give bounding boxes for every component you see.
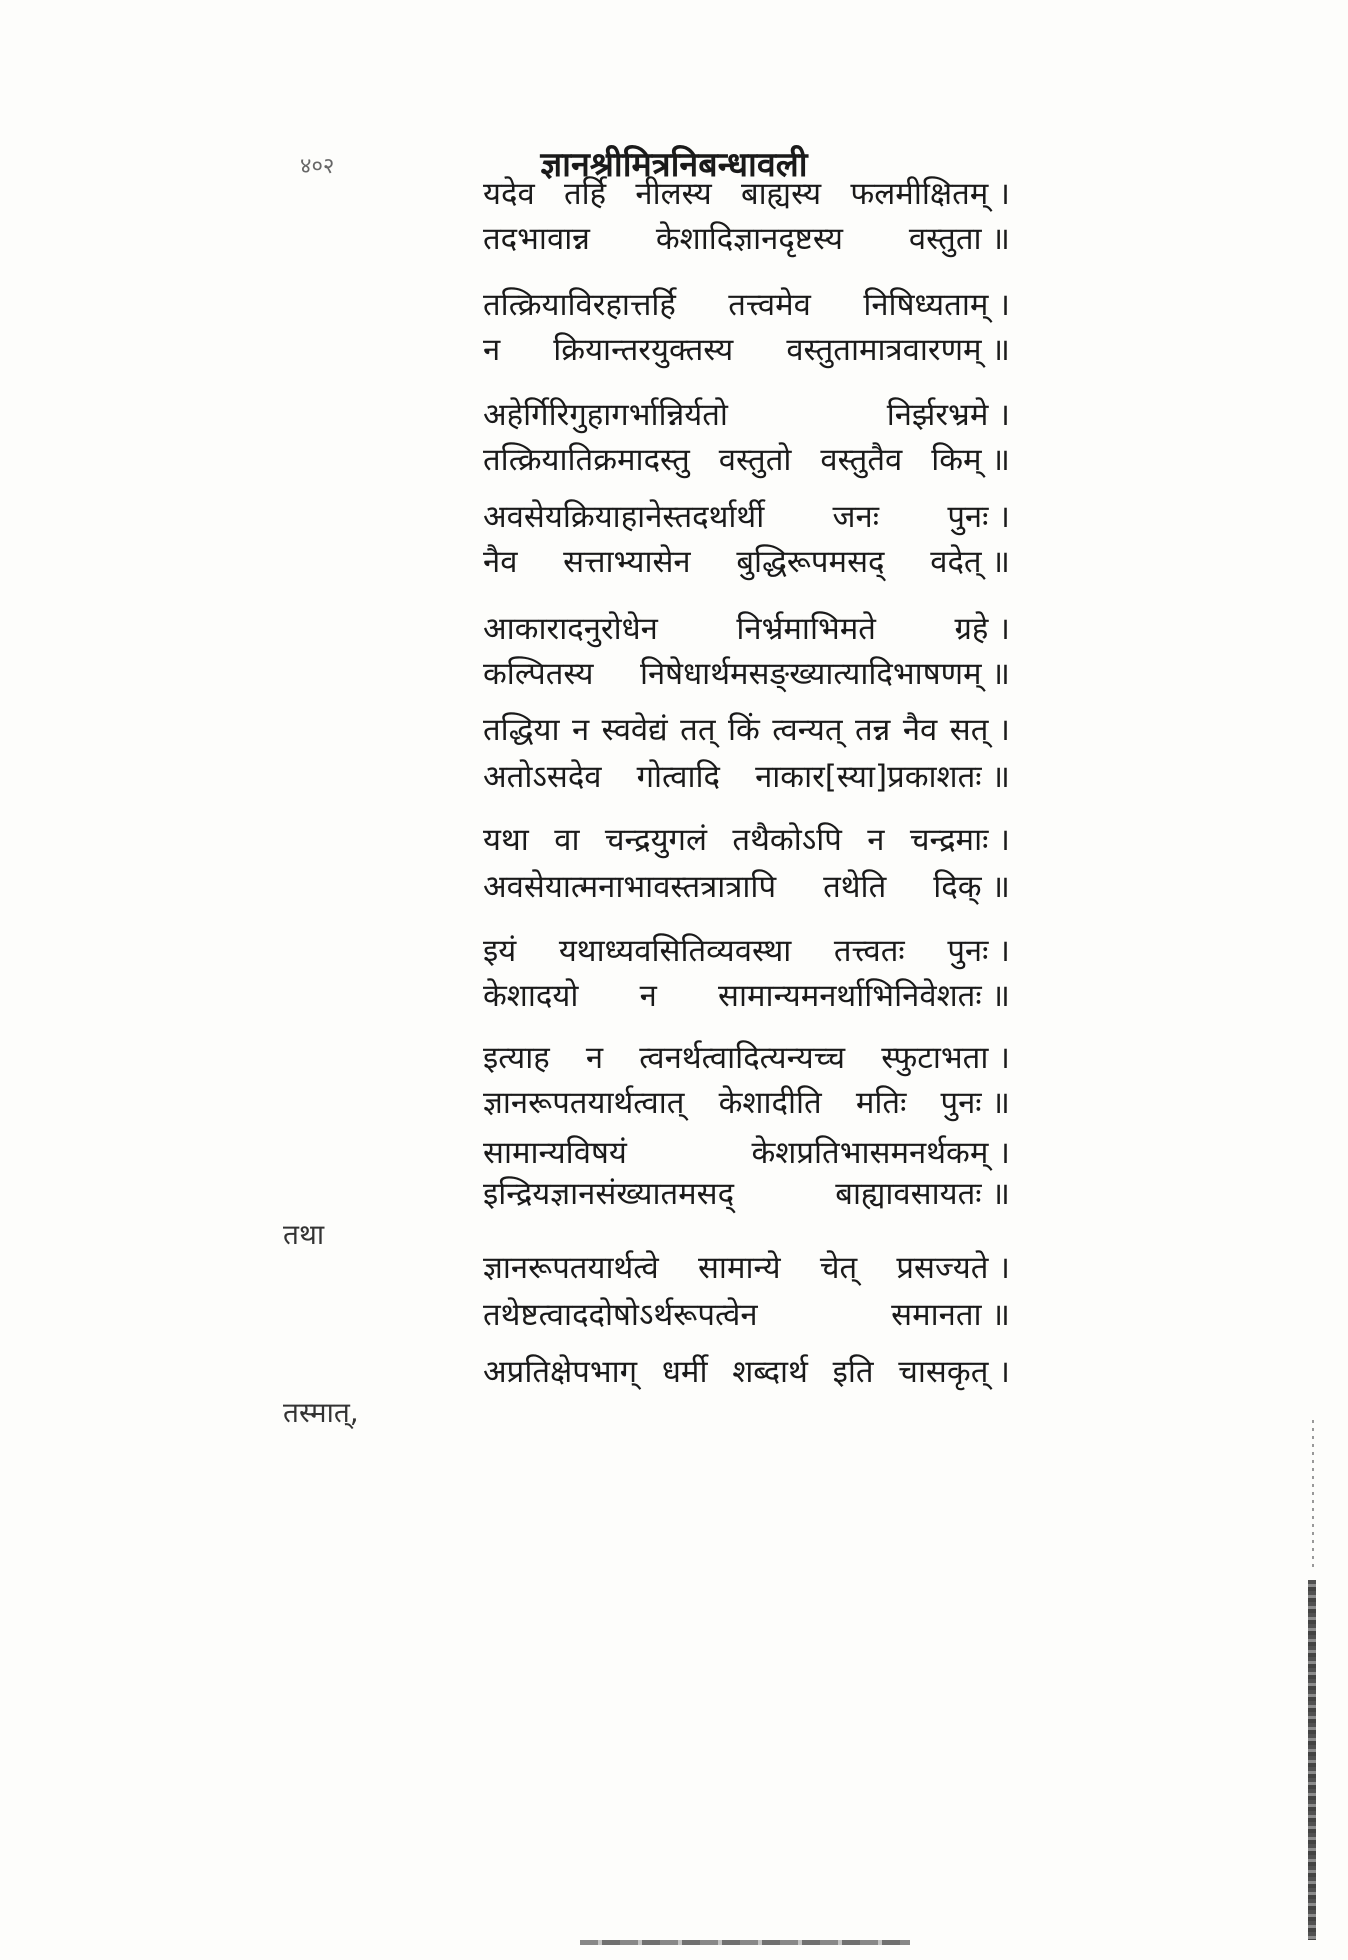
verse-line xyxy=(483,1172,1010,1214)
verse-word: सत्ताभ्यासेन xyxy=(563,544,691,580)
verse-word: ग्रहे । xyxy=(954,611,1010,647)
verse-word: न xyxy=(639,978,657,1014)
verse-word: समानता ॥ xyxy=(891,1297,1010,1333)
verse-word: न xyxy=(585,1040,604,1076)
verse-word: तद्धिया xyxy=(483,712,560,748)
side-label-tasmat: तस्मात्, xyxy=(283,1396,359,1429)
verse-word: इयं xyxy=(483,933,517,969)
verse-word: ज्ञानरूपतयार्थत्वात् xyxy=(483,1085,685,1121)
verse-word: तत् xyxy=(680,712,716,748)
verse-word: तत्त्वमेव xyxy=(728,287,811,323)
verse-line xyxy=(483,1246,1010,1288)
verse-line xyxy=(483,1293,1010,1335)
verse-line xyxy=(483,865,1010,907)
verse-line xyxy=(483,818,1010,860)
verse-word: सत् । xyxy=(949,712,1010,748)
verse-word: नैव xyxy=(483,544,518,580)
verse-line xyxy=(483,1036,1010,1078)
verse-word: प्रसज्यते । xyxy=(896,1250,1010,1286)
verse-word: निर्झरभ्रमे । xyxy=(886,397,1010,433)
verse-line xyxy=(483,929,1010,971)
verse-word: आकारादनुरोधेन xyxy=(483,611,658,647)
scan-artifact xyxy=(1312,1420,1314,1570)
verse-word: बाह्यस्य xyxy=(740,176,822,212)
verse-word: ज्ञानरूपतयार्थत्वे xyxy=(483,1250,659,1286)
running-head: ज्ञानश्रीमित्रनिबन्धावली xyxy=(540,145,808,185)
verse-word: तत्क्रियातिक्रमादस्तु xyxy=(483,442,690,478)
verse-word: तन्न xyxy=(855,712,891,748)
page-number: ४०२ xyxy=(300,154,335,179)
verse-line xyxy=(483,708,1010,750)
verse-word: पुनः । xyxy=(947,933,1010,969)
verse-word: केशादयो xyxy=(483,978,579,1014)
verse-word: जनः xyxy=(832,499,880,535)
verse-word: तत्क्रियाविरहात्तर्हि xyxy=(483,287,676,323)
verse-line xyxy=(483,172,1010,214)
side-label-tatha: तथा xyxy=(283,1218,325,1251)
verse-word: इत्याह xyxy=(483,1040,550,1076)
verse-word: मतिः xyxy=(855,1085,907,1121)
verse-line xyxy=(483,540,1010,582)
verse-line xyxy=(483,495,1010,537)
verse-word: तथेति xyxy=(823,869,887,905)
verse-word: इन्द्रियज्ञानसंख्यातमसद् xyxy=(483,1176,735,1212)
verse-word: केशप्रतिभासमनर्थकम् । xyxy=(751,1135,1010,1171)
verse-word: तर्हि xyxy=(563,176,607,212)
verse-word: नीलस्य xyxy=(635,176,712,212)
verse-word: वस्तुतामात्रवारणम् ॥ xyxy=(786,332,1010,368)
verse-word: वस्तुता ॥ xyxy=(908,221,1010,257)
scan-artifact xyxy=(580,1940,910,1945)
verse-word: यदेव xyxy=(483,176,535,212)
verse-word: स्फुटाभता । xyxy=(881,1040,1010,1076)
verse-word: यथाध्यवसितिव्यवस्था xyxy=(558,933,792,969)
verse-word: केशादिज्ञानदृष्टस्य xyxy=(655,221,843,257)
scan-artifact xyxy=(1308,1580,1316,1940)
verse-word: धर्मी xyxy=(661,1354,708,1390)
verse-word: न xyxy=(867,822,885,858)
verse-word: निषिध्यताम् । xyxy=(863,287,1010,323)
verse-word: कल्पितस्य xyxy=(483,656,594,692)
verse-word: चन्द्रयुगलं xyxy=(604,822,708,858)
verse-line xyxy=(483,328,1010,370)
verse-line xyxy=(483,438,1010,480)
verse-word: बाह्यावसायतः ॥ xyxy=(835,1176,1010,1212)
verse-word: सामान्यमनर्थाभिनिवेशतः ॥ xyxy=(718,978,1010,1014)
verse-line xyxy=(483,1350,1010,1392)
verse-line xyxy=(483,1081,1010,1123)
verse-word: पुनः ॥ xyxy=(940,1085,1010,1121)
verse-word: शब्दार्थ xyxy=(732,1354,808,1390)
verse-word: तदभावान्न xyxy=(483,221,590,257)
verse-word: त्वन्यत् xyxy=(772,712,843,748)
verse-word: अहेर्गिरिगुहागर्भान्निर्यतो xyxy=(483,397,728,433)
verse-word: निर्भ्रमाभिमते xyxy=(736,611,876,647)
verse-word: चासकृत् । xyxy=(898,1354,1010,1390)
verse-word: बुद्धिरूपमसद् xyxy=(736,544,885,580)
verse-word: तत्त्वतः xyxy=(833,933,905,969)
verse-word: इति xyxy=(832,1354,874,1390)
verse-line xyxy=(483,755,1010,797)
verse-line xyxy=(483,652,1010,694)
verse-word: अतोऽसदेव xyxy=(483,759,602,795)
verse-line xyxy=(483,607,1010,649)
verse-word: वदेत् ॥ xyxy=(930,544,1010,580)
verse-word: न xyxy=(571,712,590,748)
verse-word: सामान्यविषयं xyxy=(483,1135,627,1171)
verse-line xyxy=(483,1131,1010,1173)
verse-word: तथेष्टत्वाददोषोऽर्थरूपत्वेन xyxy=(483,1297,758,1333)
verse-word: निषेधार्थमसङ्ख्यात्यादिभाषणम् ॥ xyxy=(639,656,1010,692)
verse-word: अवसेयात्मनाभावस्तत्रात्रापि xyxy=(483,869,777,905)
verse-line xyxy=(483,974,1010,1016)
verse-word: अवसेयक्रियाहानेस्तदर्थार्थी xyxy=(483,499,765,535)
verse-word: वा xyxy=(554,822,580,858)
verse-word: फलमीक्षितम् । xyxy=(850,176,1010,212)
verse-word: यथा xyxy=(483,822,529,858)
verse-word: वस्तुतैव xyxy=(820,442,903,478)
verse-line xyxy=(483,217,1010,259)
verse-word: चेत् xyxy=(819,1250,858,1286)
verse-line xyxy=(483,283,1010,325)
verse-line xyxy=(483,393,1010,435)
verse-word: दिक् ॥ xyxy=(933,869,1010,905)
verse-word: स्ववेद्यं xyxy=(601,712,668,748)
verse-word: अप्रतिक्षेपभाग् xyxy=(483,1354,638,1390)
verse-word: वस्तुतो xyxy=(718,442,792,478)
verse-word: गोत्वादि xyxy=(636,759,721,795)
verse-word: त्वनर्थत्वादित्यन्यच्च xyxy=(639,1040,846,1076)
verse-word: क्रियान्तरयुक्तस्य xyxy=(553,332,734,368)
verse-word: केशादीति xyxy=(718,1085,822,1121)
verse-word: किम् ॥ xyxy=(931,442,1010,478)
verse-word: किं xyxy=(727,712,760,748)
verse-word: सामान्ये xyxy=(697,1250,781,1286)
verse-word: तथैकोऽपि xyxy=(732,822,842,858)
verse-word: चन्द्रमाः । xyxy=(909,822,1010,858)
verse-word: पुनः । xyxy=(947,499,1010,535)
verse-word: न xyxy=(483,332,501,368)
verse-word: नाकार[स्या]प्रकाशतः ॥ xyxy=(755,759,1010,795)
verse-word: नैव xyxy=(902,712,938,748)
